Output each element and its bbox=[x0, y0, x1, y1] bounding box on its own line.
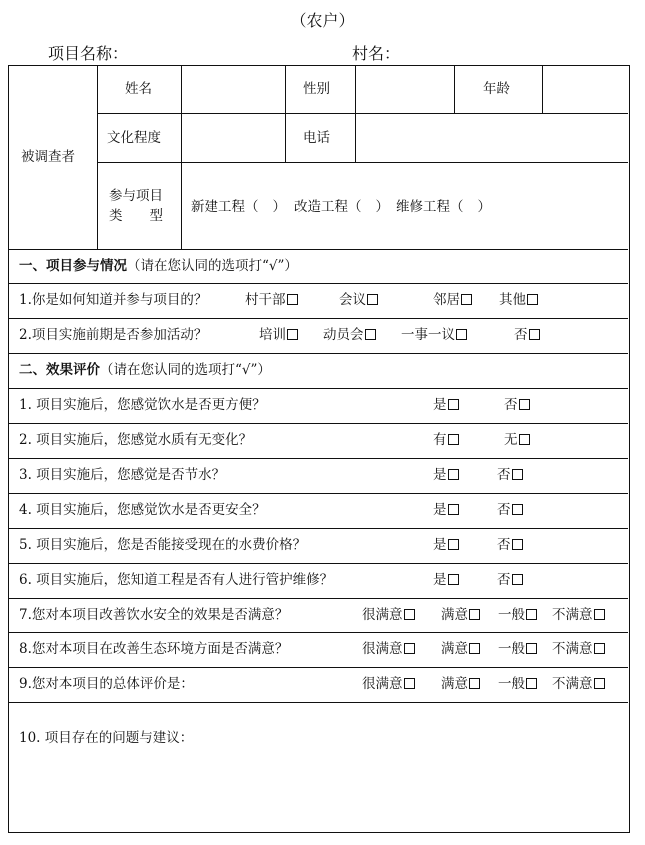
option-label: 是 bbox=[433, 572, 447, 588]
suggestion-label: 10. 项目存在的问题与建议： bbox=[19, 730, 194, 746]
project-type-option-label: 新建工程（ bbox=[191, 199, 259, 215]
option-dissatisfied[interactable] bbox=[552, 643, 605, 657]
option-label: 其他 bbox=[499, 292, 526, 308]
checkbox[interactable] bbox=[512, 504, 523, 515]
education-field[interactable] bbox=[182, 114, 284, 161]
checkbox[interactable] bbox=[512, 469, 523, 480]
option-yes[interactable] bbox=[433, 399, 459, 413]
checkbox[interactable] bbox=[526, 678, 537, 689]
option-dissatisfied[interactable] bbox=[552, 678, 605, 692]
checkbox[interactable] bbox=[526, 643, 537, 654]
question-text: 4. 项目实施后，您感觉饮水是否更安全？ bbox=[19, 502, 266, 518]
option-label: 否 bbox=[497, 502, 511, 518]
option-label: 满意 bbox=[441, 607, 468, 623]
checkbox[interactable] bbox=[365, 329, 376, 340]
option-label: 一般 bbox=[498, 676, 525, 692]
option-very-satisfied[interactable] bbox=[362, 643, 415, 657]
age-label: 年龄 bbox=[483, 81, 510, 97]
question-text: 7.您对本项目改善饮水安全的效果是否满意？ bbox=[19, 607, 289, 623]
question-text: 2.项目实施前期是否参加活动？ bbox=[19, 327, 208, 343]
option-label: 否 bbox=[504, 397, 518, 413]
section1-title: 一、项目参与情况 bbox=[19, 258, 127, 274]
divider bbox=[9, 423, 628, 424]
question-text: 1.你是如何知道并参与项目的？ bbox=[19, 292, 208, 308]
option-label: 是 bbox=[433, 467, 447, 483]
option-average[interactable] bbox=[498, 643, 537, 657]
suggestion-field[interactable] bbox=[19, 754, 619, 826]
divider bbox=[9, 493, 628, 494]
checkbox[interactable] bbox=[404, 609, 415, 620]
checkbox[interactable] bbox=[448, 399, 459, 410]
project-type-label-line2: 类 型 bbox=[109, 208, 163, 224]
option-mobilization[interactable] bbox=[323, 329, 376, 343]
option-label: 是 bbox=[433, 502, 447, 518]
respondent-section-label: 被调查者 bbox=[21, 149, 75, 165]
checkbox[interactable] bbox=[404, 678, 415, 689]
divider bbox=[9, 563, 628, 564]
gender-label: 性别 bbox=[303, 81, 330, 97]
option-satisfied[interactable] bbox=[441, 609, 480, 623]
option-label: 邻居 bbox=[433, 292, 460, 308]
divider bbox=[97, 66, 98, 249]
checkbox[interactable] bbox=[594, 678, 605, 689]
option-label: 无 bbox=[504, 432, 518, 448]
question-text: 6. 项目实施后，您知道工程是否有人进行管护维修？ bbox=[19, 572, 334, 588]
option-dissatisfied[interactable] bbox=[552, 609, 605, 623]
checkbox[interactable] bbox=[594, 609, 605, 620]
checkbox[interactable] bbox=[519, 434, 530, 445]
checkbox[interactable] bbox=[448, 434, 459, 445]
divider bbox=[9, 249, 628, 250]
divider bbox=[97, 162, 628, 163]
option-label: 动员会 bbox=[323, 327, 364, 343]
project-type-option-close: ） bbox=[477, 199, 491, 215]
divider bbox=[454, 66, 455, 113]
option-no[interactable] bbox=[504, 399, 530, 413]
project-type-renovation[interactable] bbox=[294, 201, 389, 215]
project-type-label: 参与项目 bbox=[109, 188, 163, 204]
question-text: 2. 项目实施后，您感觉水质有无变化？ bbox=[19, 432, 253, 448]
option-very-satisfied[interactable] bbox=[362, 678, 415, 692]
option-village-cadre[interactable] bbox=[245, 294, 298, 308]
project-name-label: 项目名称： bbox=[48, 44, 129, 63]
option-one-matter[interactable] bbox=[401, 329, 467, 343]
checkbox[interactable] bbox=[594, 643, 605, 654]
divider bbox=[9, 702, 628, 703]
checkbox[interactable] bbox=[512, 539, 523, 550]
option-satisfied[interactable] bbox=[441, 678, 480, 692]
section1-note: （请在您认同的选项打“√”） bbox=[127, 258, 298, 274]
divider bbox=[9, 388, 628, 389]
project-type-option-label: 维修工程（ bbox=[396, 199, 464, 215]
checkbox[interactable] bbox=[287, 294, 298, 305]
name-field[interactable] bbox=[182, 67, 284, 112]
question-text: 9.您对本项目的总体评价是： bbox=[19, 676, 194, 692]
option-label: 不满意 bbox=[552, 607, 593, 623]
project-type-option-close: ） bbox=[272, 199, 286, 215]
option-label: 满意 bbox=[441, 641, 468, 657]
checkbox[interactable] bbox=[519, 399, 530, 410]
option-training[interactable] bbox=[259, 329, 298, 343]
divider bbox=[9, 667, 628, 668]
option-no[interactable] bbox=[514, 329, 540, 343]
option-label: 不满意 bbox=[552, 676, 593, 692]
divider bbox=[9, 632, 628, 633]
divider bbox=[9, 598, 628, 599]
checkbox[interactable] bbox=[456, 329, 467, 340]
age-field[interactable] bbox=[543, 67, 627, 112]
checkbox[interactable] bbox=[287, 329, 298, 340]
option-label: 否 bbox=[497, 572, 511, 588]
option-label: 培训 bbox=[259, 327, 286, 343]
page-title: （农户） bbox=[290, 11, 355, 30]
option-label: 村干部 bbox=[245, 292, 286, 308]
option-label: 否 bbox=[497, 467, 511, 483]
option-yes[interactable] bbox=[433, 434, 459, 448]
option-no[interactable] bbox=[497, 539, 523, 553]
project-type-option-close: ） bbox=[375, 199, 389, 215]
survey-form bbox=[8, 65, 630, 833]
option-label: 有 bbox=[433, 432, 447, 448]
name-label: 姓名 bbox=[125, 81, 152, 97]
option-label: 不满意 bbox=[552, 641, 593, 657]
option-other[interactable] bbox=[499, 294, 538, 308]
section2-heading bbox=[19, 364, 271, 378]
option-label: 否 bbox=[497, 537, 511, 553]
option-label: 是 bbox=[433, 537, 447, 553]
option-no[interactable] bbox=[504, 434, 530, 448]
option-label: 一般 bbox=[498, 607, 525, 623]
checkbox[interactable] bbox=[404, 643, 415, 654]
checkbox[interactable] bbox=[469, 609, 480, 620]
option-label: 一般 bbox=[498, 641, 525, 657]
checkbox[interactable] bbox=[529, 329, 540, 340]
section2-note: （请在您认同的选项打“√”） bbox=[100, 362, 271, 378]
option-yes[interactable] bbox=[433, 574, 459, 588]
option-no[interactable] bbox=[497, 574, 523, 588]
gender-field[interactable] bbox=[356, 67, 453, 112]
question-text: 1. 项目实施后，您感觉饮水是否更方便？ bbox=[19, 397, 266, 413]
section1-heading bbox=[19, 260, 298, 274]
option-very-satisfied[interactable] bbox=[362, 609, 415, 623]
option-meeting[interactable] bbox=[339, 294, 378, 308]
divider bbox=[9, 318, 628, 319]
checkbox[interactable] bbox=[469, 643, 480, 654]
question-text: 5. 项目实施后，您是否能接受现在的水费价格？ bbox=[19, 537, 307, 553]
village-name-label: 村名： bbox=[352, 44, 401, 63]
option-no[interactable] bbox=[497, 504, 523, 518]
option-label: 否 bbox=[514, 327, 528, 343]
option-no[interactable] bbox=[497, 469, 523, 483]
question-text: 3. 项目实施后，您感觉是否节水？ bbox=[19, 467, 226, 483]
divider bbox=[9, 283, 628, 284]
checkbox[interactable] bbox=[461, 294, 472, 305]
option-satisfied[interactable] bbox=[441, 643, 480, 657]
option-yes[interactable] bbox=[433, 504, 459, 518]
checkbox[interactable] bbox=[448, 539, 459, 550]
phone-field[interactable] bbox=[356, 114, 627, 161]
divider bbox=[9, 458, 628, 459]
project-type-new-build[interactable] bbox=[191, 201, 286, 215]
option-label: 是 bbox=[433, 397, 447, 413]
option-average[interactable] bbox=[498, 609, 537, 623]
checkbox[interactable] bbox=[469, 678, 480, 689]
option-label: 很满意 bbox=[362, 641, 403, 657]
phone-label: 电话 bbox=[303, 130, 330, 146]
option-yes[interactable] bbox=[433, 469, 459, 483]
checkbox[interactable] bbox=[527, 294, 538, 305]
checkbox[interactable] bbox=[448, 504, 459, 515]
option-label: 很满意 bbox=[362, 676, 403, 692]
checkbox[interactable] bbox=[448, 469, 459, 480]
question-text: 8.您对本项目在改善生态环境方面是否满意？ bbox=[19, 641, 289, 657]
option-label: 很满意 bbox=[362, 607, 403, 623]
option-average[interactable] bbox=[498, 678, 537, 692]
option-label: 会议 bbox=[339, 292, 366, 308]
option-neighbor[interactable] bbox=[433, 294, 472, 308]
option-yes[interactable] bbox=[433, 539, 459, 553]
divider bbox=[9, 353, 628, 354]
education-label: 文化程度 bbox=[107, 130, 161, 146]
option-label: 满意 bbox=[441, 676, 468, 692]
checkbox[interactable] bbox=[512, 574, 523, 585]
project-type-option-label: 改造工程（ bbox=[294, 199, 362, 215]
checkbox[interactable] bbox=[448, 574, 459, 585]
checkbox[interactable] bbox=[367, 294, 378, 305]
divider bbox=[9, 528, 628, 529]
divider bbox=[285, 66, 286, 162]
option-label: 一事一议 bbox=[401, 327, 455, 343]
checkbox[interactable] bbox=[526, 609, 537, 620]
project-type-repair[interactable] bbox=[396, 201, 491, 215]
section2-title: 二、效果评价 bbox=[19, 362, 100, 378]
